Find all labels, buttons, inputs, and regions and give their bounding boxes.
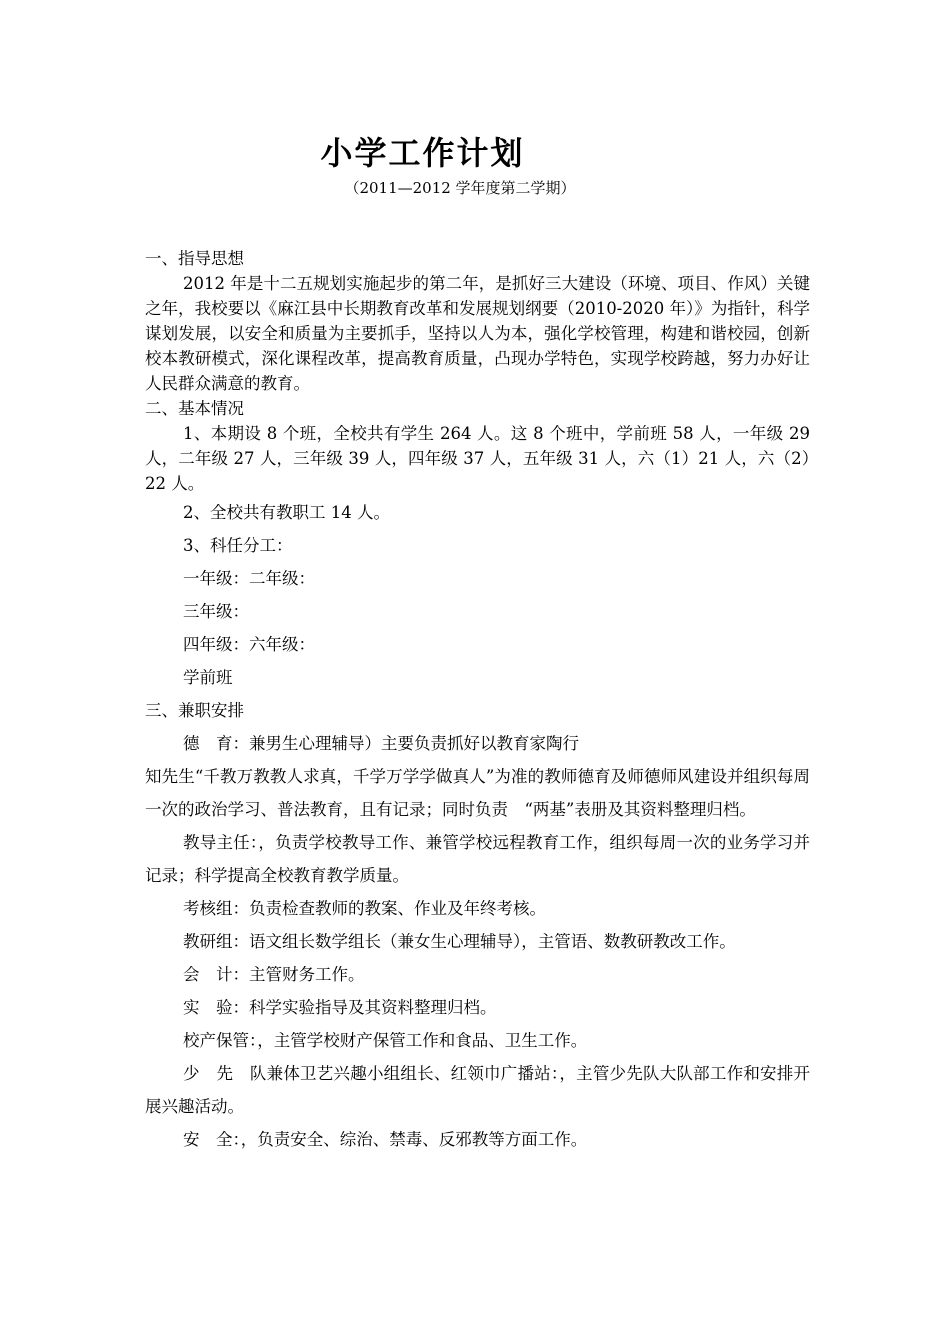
paragraph-subject-division: 3、科任分工： bbox=[183, 536, 293, 555]
duty-young-pioneers: 少 先 队兼体卫艺兴趣小组组长、红领巾广播站：，主管少先队大队部工作和安排开展兴趣活动。 bbox=[145, 1064, 810, 1116]
document-subtitle: （2011—2012 学年度第二学期） bbox=[344, 179, 576, 197]
duty-moral-education: 德 育：兼男生心理辅导）主要负责抓好以教育家陶行 bbox=[183, 734, 579, 753]
paragraph-class-info: 1、本期设 8 个班，全校共有学生 264 人。这 8 个班中，学前班 58 人，一年级 29 人，二年级 27 人，三年级 39 人，四年级 37 人，五年级 31 人，六（1）21 人，六（2）22 人。 bbox=[145, 424, 810, 493]
section-heading-guiding-thought: 一、指导思想 bbox=[145, 249, 244, 268]
paragraph-staff-count: 2、全校共有教职工 14 人。 bbox=[183, 503, 390, 522]
grade-line-4: 学前班 bbox=[183, 668, 233, 687]
duty-safety: 安 全：，负责安全、综治、禁毒、反邪教等方面工作。 bbox=[183, 1130, 588, 1149]
duty-assessment-group: 考核组：负责检查教师的教案、作业及年终考核。 bbox=[183, 899, 546, 918]
paragraph-guiding-thought: 2012 年是十二五规划实施起步的第二年，是抓好三大建设（环境、项目、作风）关键之年，我校要以《麻江县中长期教育改革和发展规划纲要（2010-2020 年）》为指针，科学谋划发展，以安全和质量为主要抓手，坚持以人为本，强化学校管理，构建和谐校园，创新校本教研模式，深化课程改革，提高教育质量，凸现办学特色，实现学校跨越，努力办好让人民群众满意的教育。 bbox=[145, 274, 810, 393]
section-heading-basic-situation: 二、基本情况 bbox=[145, 399, 244, 418]
document-title: 小学工作计划 bbox=[320, 134, 525, 172]
duty-experiment: 实 验：科学实验指导及其资料整理归档。 bbox=[183, 998, 497, 1017]
duty-academic-director: 教导主任：，负责学校教导工作、兼管学校远程教育工作，组织每周一次的业务学习并记录；科学提高全校教育教学质量。 bbox=[145, 833, 810, 885]
duty-property: 校产保管：，主管学校财产保管工作和食品、卫生工作。 bbox=[183, 1031, 588, 1050]
grade-line-2: 三年级： bbox=[183, 602, 249, 621]
grade-line-1: 一年级：二年级： bbox=[183, 569, 315, 588]
duty-teaching-research: 教研组：语文组长数学组长（兼女生心理辅导），主管语、数教研教改工作。 bbox=[183, 932, 736, 951]
duty-accounting: 会 计：主管财务工作。 bbox=[183, 965, 365, 984]
section-heading-part-time: 三、兼职安排 bbox=[145, 701, 244, 720]
grade-line-3: 四年级：六年级： bbox=[183, 635, 315, 654]
duty-moral-education-cont: 知先生“千教万教教人求真，千学万学学做真人”为准的教师德育及师德师风建设并组织每周一次的政治学习、普法教育，且有记录；同时负责 “两基”表册及其资料整理归档。 bbox=[145, 767, 810, 819]
document-body bbox=[145, 246, 810, 1156]
